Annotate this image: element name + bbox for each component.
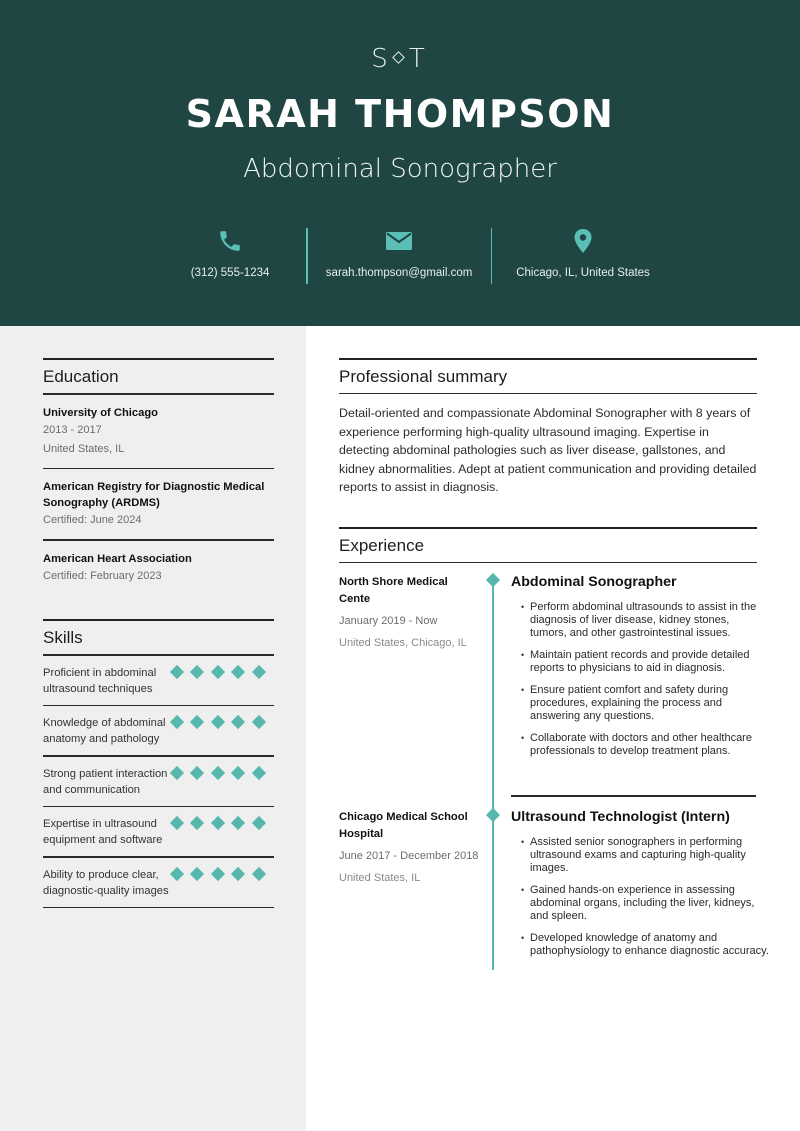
skill-diamond-icon [231,816,245,830]
skill-diamond-icon [231,866,245,880]
skill-diamond-icon [190,866,204,880]
skill-row [43,807,274,856]
job-location: United States, IL [339,872,421,884]
item-divider [43,907,274,909]
skill-label: Expertise in ultrasound equipment and software [43,818,163,846]
skill-diamond-icon [231,715,245,729]
education-certified: Certified: June 2024 [43,514,142,526]
skill-row [43,858,274,907]
skill-diamond-icon [190,715,204,729]
education-heading: Education [43,367,119,386]
phone-text[interactable]: (312) 555-1234 [190,267,270,279]
education-item [43,469,274,539]
skill-level-rating [172,816,275,848]
job-bullets [511,601,769,758]
skill-label: Strong patient interaction and communication [43,767,168,796]
skills-list [43,656,274,909]
skill-row [43,706,274,755]
job-bullet: • Collaborate with doctors and other healthcare professionals to develop treatment plans. [511,732,769,758]
job-bullet: • Developed knowledge of anatomy and pathophysiology to enhance diagnostic accuracy. [511,932,769,958]
skill-label: Proficient in abdominal ultrasound techniques [43,666,157,695]
skill-diamond-icon [251,664,265,678]
skills-section [43,619,274,908]
contact-location [492,228,674,284]
skill-level-rating [172,867,275,899]
experience-timeline [492,576,494,970]
skill-diamond-icon [169,866,183,880]
monogram-logo [0,44,800,74]
location-text: Chicago, IL, United States [516,267,650,279]
experience-heading: Experience [339,535,425,555]
section-rule [339,562,757,564]
location-pin-icon [492,228,674,254]
education-institution: University of Chicago [43,406,159,419]
contact-bar [154,228,674,284]
skill-diamond-icon [190,816,204,830]
skill-diamond-icon [251,816,265,830]
job-bullet: • Ensure patient comfort and safety during procedures, explaining the process and answering any questions. [511,684,769,723]
skill-row [43,656,274,705]
skill-diamond-icon [210,664,224,678]
job-bullet: • Perform abdominal ultrasounds to assist in the diagnosis of liver disease, kidney stones, tumors, and other gastrointestinal issues. [511,601,769,640]
skill-level-rating [172,715,275,747]
job-bullet: • Gained hands-on experience in assessing abdominal organs, including the liver, kidneys, and spleen. [511,884,769,923]
skill-diamond-icon [251,765,265,779]
skill-diamond-icon [169,664,183,678]
summary-section [339,358,757,497]
skill-diamond-icon [169,765,183,779]
job-title: Abdominal Sonographer [243,154,557,184]
job-details [511,809,769,967]
job-bullet: • Assisted senior sonographers in performing ultrasound exams and capturing high-quality images. [511,836,769,875]
skill-row [43,757,274,806]
candidate-name: SARAH THOMPSON [185,92,615,136]
education-institution: American Heart Association [43,552,192,565]
email-icon [308,228,491,254]
contact-phone [154,228,306,284]
job-bullet: • Maintain patient records and provide detailed reports to physicians to aid in diagnosis. [511,649,769,675]
skill-level-rating [172,766,275,798]
monogram-diamond-icon [392,51,405,64]
skill-diamond-icon [210,866,224,880]
job-company: North Shore Medical Cente [339,576,448,605]
contact-email [308,228,491,284]
job-bullets [511,836,769,958]
job-position: Abdominal Sonographer [511,574,677,590]
experience-section [339,527,757,563]
skill-diamond-icon [169,715,183,729]
skill-diamond-icon [251,715,265,729]
skill-level-rating [172,665,275,697]
education-item [43,395,274,468]
skill-diamond-icon [190,765,204,779]
skill-diamond-icon [251,866,265,880]
resume-header [0,0,800,326]
education-certified: Certified: February 2023 [43,569,162,582]
skills-heading: Skills [43,628,83,647]
skill-diamond-icon [190,664,204,678]
education-location: United States, IL [43,442,125,455]
timeline-diamond-icon [486,808,500,822]
job-location: United States, Chicago, IL [339,637,467,649]
job-company: Chicago Medical School Hospital [339,811,468,840]
job-meta [339,574,479,651]
skill-diamond-icon [210,715,224,729]
education-institution: American Registry for Diagnostic Medical Sonography (ARDMS) [43,481,265,509]
skill-diamond-icon [169,816,183,830]
skill-diamond-icon [231,765,245,779]
job-position: Ultrasound Technologist (Intern) [511,809,730,825]
job-details [511,574,769,767]
monogram-left: S [371,44,392,74]
monogram-right: T [408,44,429,74]
job-divider [511,795,756,797]
phone-icon [154,228,306,254]
skill-diamond-icon [231,664,245,678]
summary-text: Detail-oriented and compassionate Abdominal Sonographer with 8 years of experience performing high-quality ultrasound imaging. Expertise in detecting abdominal pathologies such as liver disease, gallstones, and kidney abnormalities. Adept at patient communication and providing detailed reports to assist in diagnosis. [339,406,757,495]
education-dates: 2013 - 2017 [43,423,102,436]
job-dates: June 2017 - December 2018 [339,850,479,862]
skill-diamond-icon [210,765,224,779]
job-dates: January 2019 - Now [339,615,438,627]
skill-label: Ability to produce clear, diagnostic-quality images [43,868,169,897]
job-meta [339,809,479,886]
summary-heading: Professional summary [339,366,508,386]
education-item [43,541,274,595]
education-section [43,358,274,595]
timeline-diamond-icon [486,573,500,587]
email-text[interactable]: sarah.thompson@gmail.com [325,267,473,279]
skill-label: Knowledge of abdominal anatomy and pathology [43,717,166,745]
skill-diamond-icon [210,816,224,830]
